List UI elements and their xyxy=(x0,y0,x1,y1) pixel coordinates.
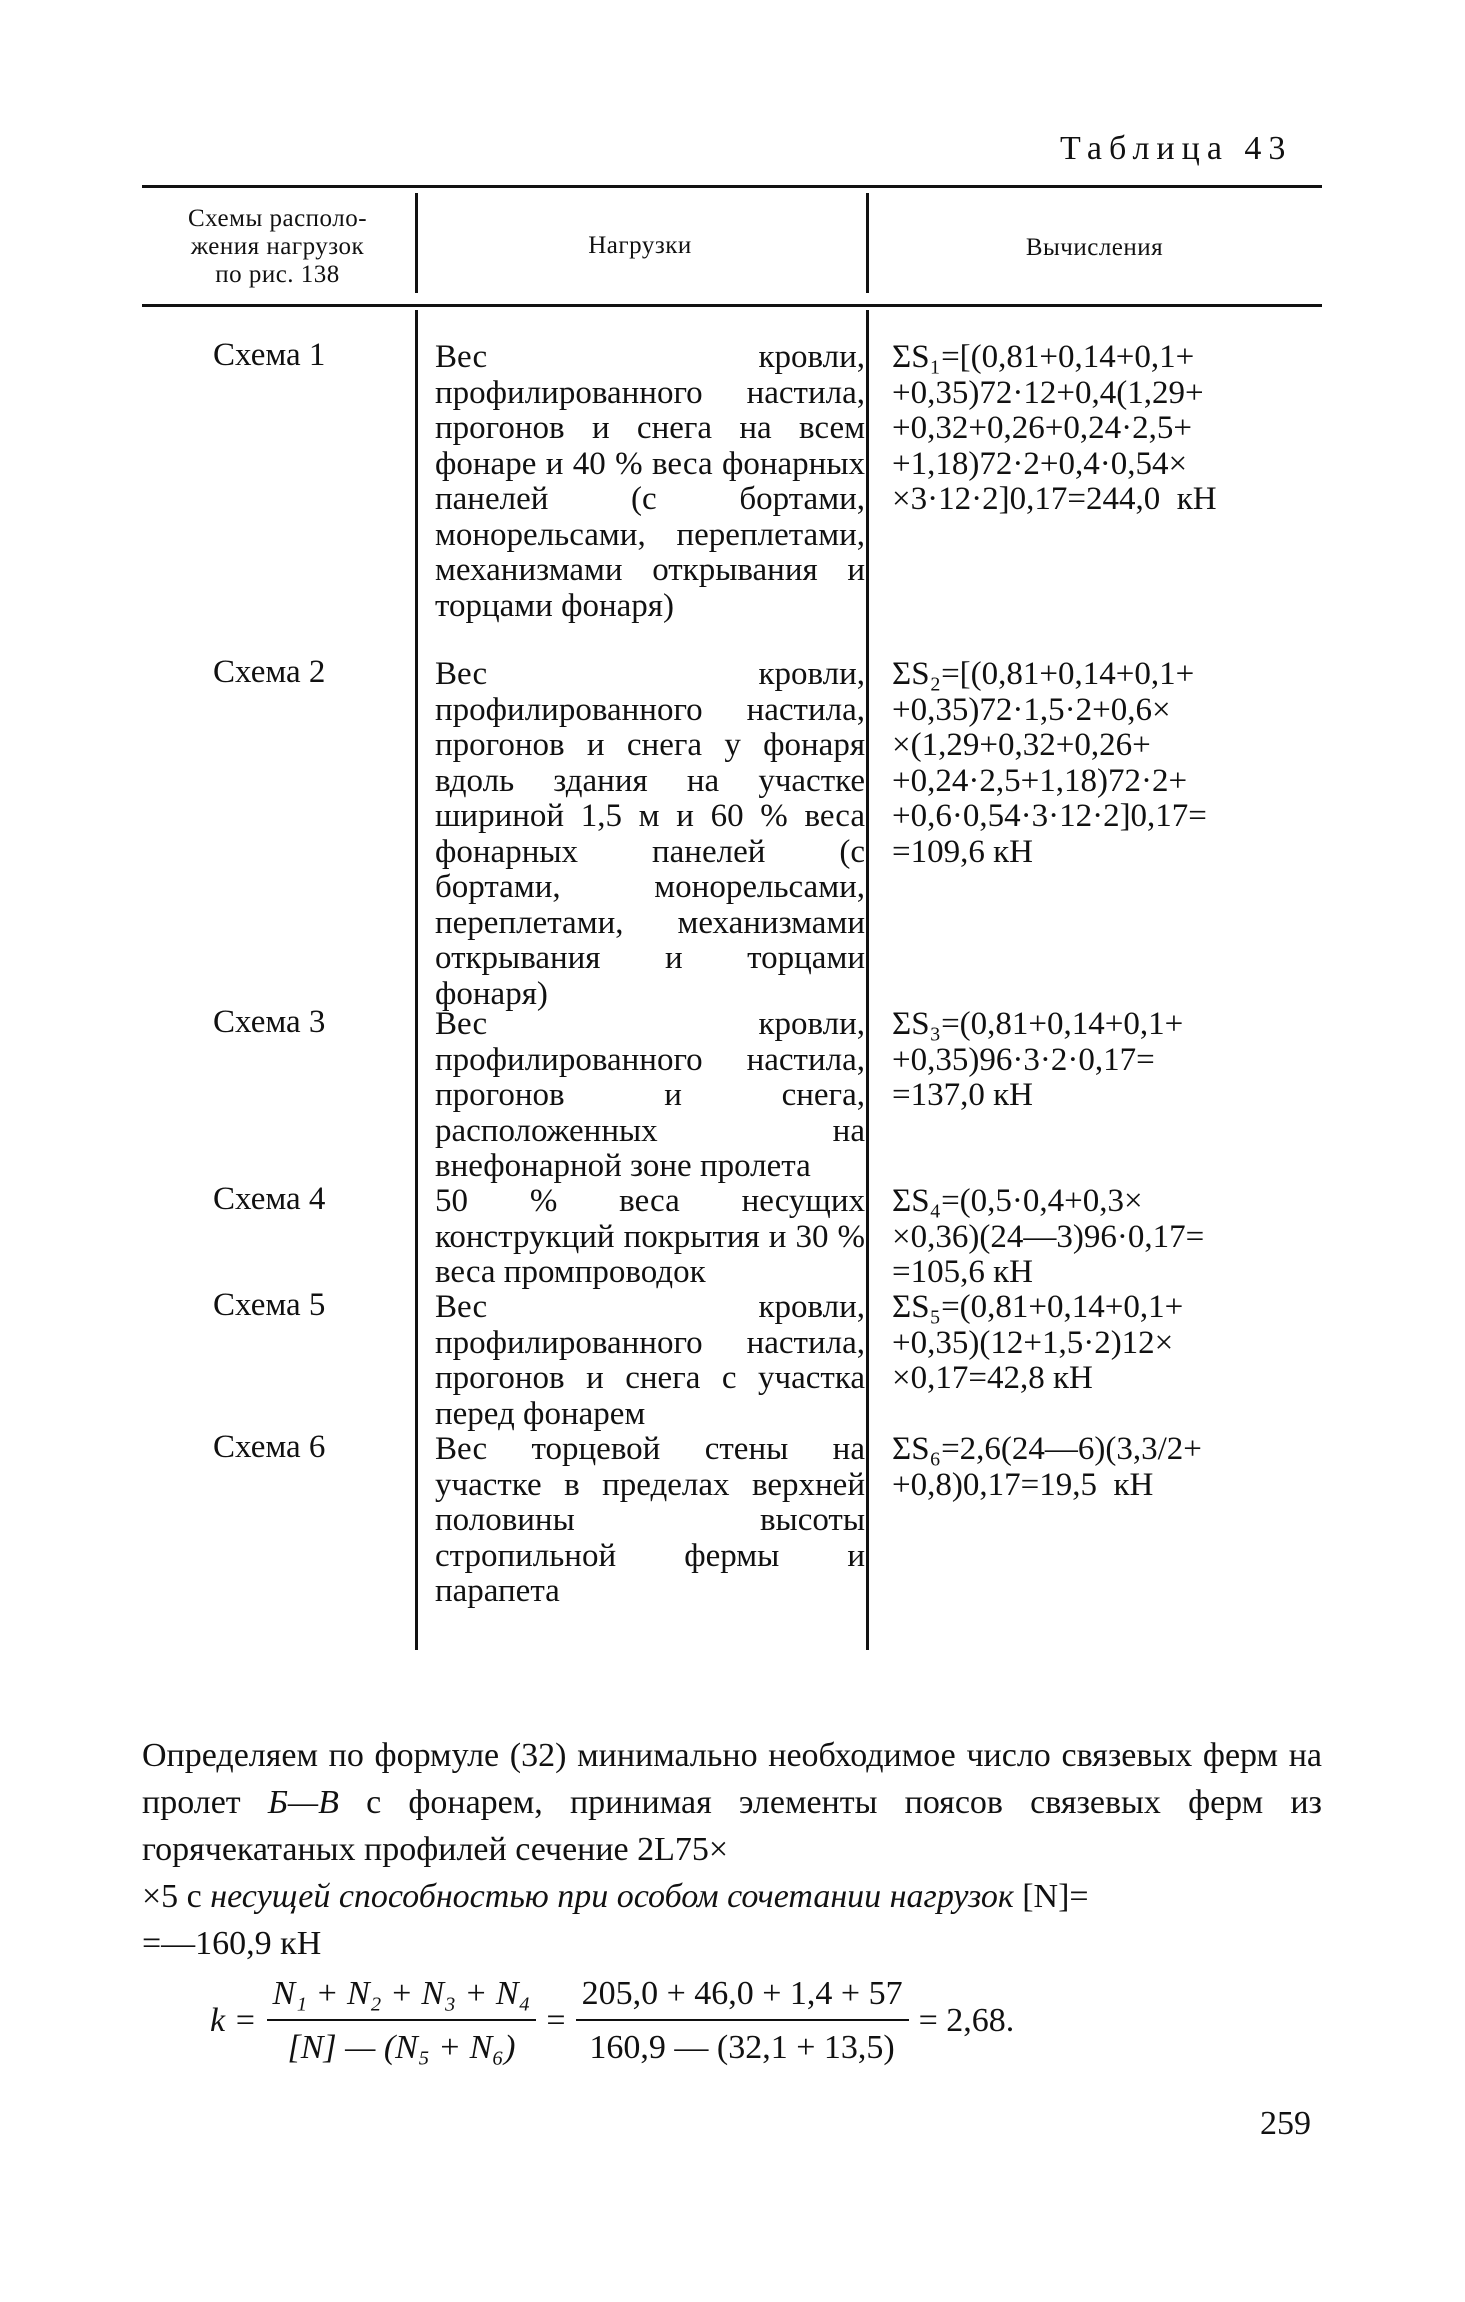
column-divider-2-body xyxy=(866,310,869,1650)
schema-label: Схема 1 xyxy=(213,337,326,373)
fraction-symbolic xyxy=(267,1975,537,2067)
column-divider-1-body xyxy=(415,310,418,1650)
calculation: ΣS₄=(0,5·0,4+0,3× ×0,36)(24—3)96·0,17= =105,6 кН xyxy=(892,1183,1205,1290)
paragraph-text: =—160,9 кН xyxy=(142,1925,322,1962)
table-header-rule xyxy=(142,304,1322,307)
calculation: ΣS₂=[(0,81+0,14+0,1+ +0,35)72·1,5·2+0,6× ×(1,29+0,32+0,26+ +0,24·2,5+1,18)72·2+ +0,6·0,54·3·12·2]0,17= =109,6 кН xyxy=(892,656,1207,870)
schema-label: Схема 2 xyxy=(213,654,326,690)
schema-label: Схема 5 xyxy=(213,1287,326,1323)
table-top-rule xyxy=(142,185,1322,188)
load-description: 50 % веса несущих конструкций покрытия и 30 % веса промпроводок xyxy=(435,1183,865,1290)
fraction-numeric xyxy=(576,1975,909,2067)
table-caption: Таблица 43 xyxy=(1060,130,1293,167)
header-calculations: Вычисления xyxy=(1025,234,1164,261)
calculation: ΣS₃=(0,81+0,14+0,1+ +0,35)96·3·2·0,17= =137,0 кН xyxy=(892,1006,1184,1113)
paragraph-text: ×5 с xyxy=(142,1878,211,1915)
schema-label: Схема 4 xyxy=(213,1181,326,1217)
header-schema: Схемы располо- жения нагрузок по рис. 138 xyxy=(187,205,368,288)
column-divider-1 xyxy=(415,193,418,293)
fraction-numerator: 205,0 + 46,0 + 1,4 + 57 xyxy=(576,1975,909,2021)
fraction-numerator: N₁ + N₂ + N₃ + N₄ xyxy=(267,1975,537,2021)
formula xyxy=(210,1975,1014,2067)
load-description: Вес кровли, профилированного настила, прогонов и снега, расположенных на внефонарной зоне пролета xyxy=(435,1006,865,1184)
span-label: Б—В xyxy=(267,1784,339,1821)
paragraph-italic: несущей способностью при особом сочетании нагрузок xyxy=(210,1878,1014,1915)
paragraph-text: с фонарем, принимая элементы поясов связевых ферм из горячекатаных профилей сечение 2L75× xyxy=(142,1784,1322,1868)
header-loads: Нагрузки xyxy=(588,232,692,259)
load-description: Вес торцевой стены на участке в пределах верхней половины высоты стропильной фермы и парапета xyxy=(435,1431,865,1609)
formula-lhs: k = xyxy=(210,2002,257,2039)
load-description: Вес кровли, профилированного настила, прогонов и снега у фонаря вдоль здания на участке шириной 1,5 м и 60 % веса фонарных панелей (с бортами, монорельсами, переплетами, механизмами открывания и торцами фонаря) xyxy=(435,656,865,1012)
calculation: ΣS₆=2,6(24—6)(3,3/2+ +0,8)0,17=19,5 кН xyxy=(892,1431,1202,1503)
schema-label: Схема 3 xyxy=(213,1004,326,1040)
load-description: Вес кровли, профилированного настила, прогонов и снега на всем фонаре и 40 % веса фонарных панелей (с бортами, монорельсами, переплетами, механизмами открывания и торцами фонаря) xyxy=(435,339,865,624)
schema-label: Схема 6 xyxy=(213,1429,326,1465)
fraction-denominator: 160,9 — (32,1 + 13,5) xyxy=(589,2029,895,2066)
calculation: ΣS₁=[(0,81+0,14+0,1+ +0,35)72·12+0,4(1,29+ +0,32+0,26+0,24·2,5+ +1,18)72·2+0,4·0,54× ×3·12·2]0,17=244,0 кН xyxy=(892,339,1217,517)
paragraph-text: Определяем по формуле (32) минимально необходимое число связевых ферм на пролет xyxy=(142,1737,1322,1821)
fraction-denominator: [N] — (N₅ + N₆) xyxy=(287,2029,516,2066)
column-divider-2 xyxy=(866,193,869,293)
formula-equals: = xyxy=(546,2002,566,2039)
body-paragraph xyxy=(142,1732,1322,1967)
page-number: 259 xyxy=(1260,2105,1311,2142)
load-description: Вес кровли, профилированного настила, прогонов и снега с участка перед фонарем xyxy=(435,1289,865,1432)
paragraph-text: [N]= xyxy=(1013,1878,1089,1915)
calculation: ΣS₅=(0,81+0,14+0,1+ +0,35)(12+1,5·2)12× ×0,17=42,8 кН xyxy=(892,1289,1184,1396)
formula-result: = 2,68. xyxy=(918,2002,1015,2039)
